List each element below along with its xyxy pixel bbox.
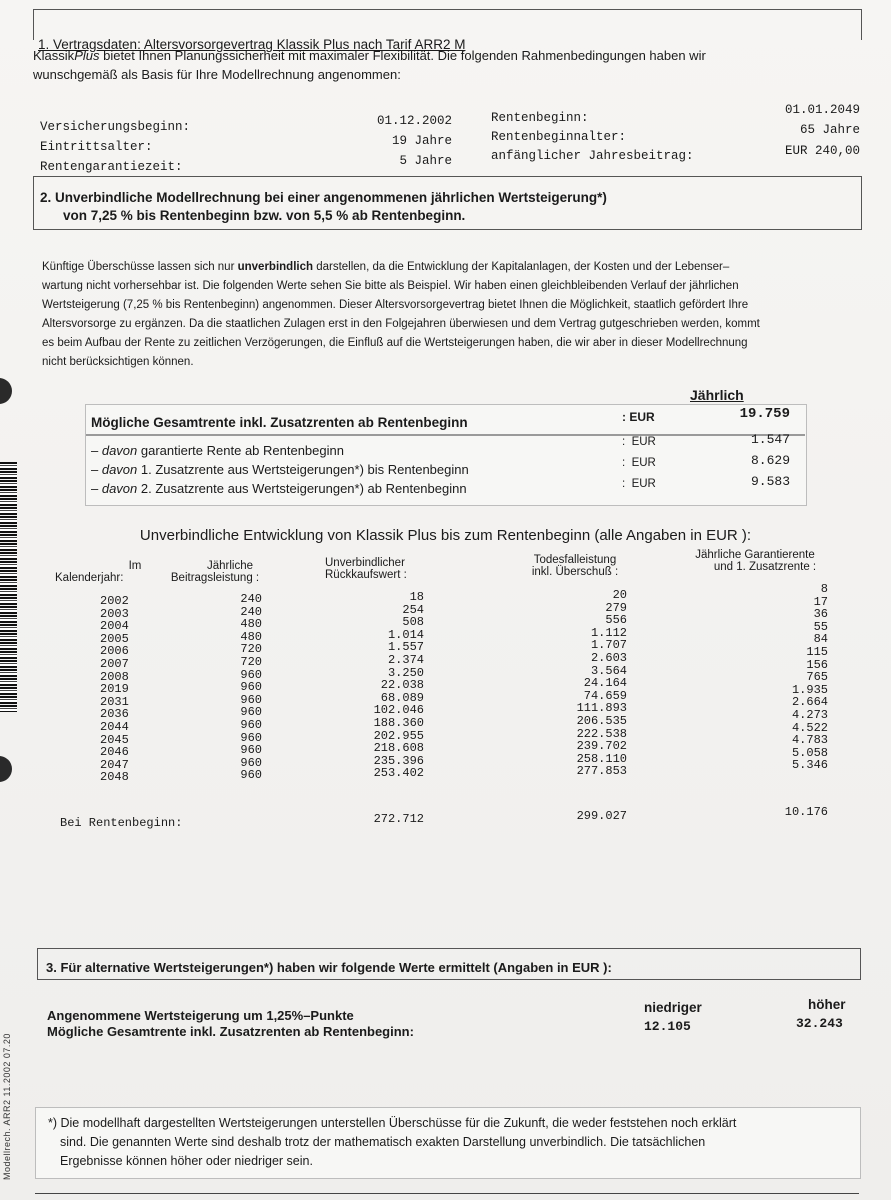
field-value-rentengarantiezeit: 5 Jahre xyxy=(399,154,452,168)
section3-row2-label: Mögliche Gesamtrente inkl. Zusatzrenten ab Rentenbeginn: xyxy=(47,1024,414,1039)
field-value-eintrittsalter: 19 Jahre xyxy=(391,134,452,148)
summary-row-currency: : EUR xyxy=(622,457,656,469)
field-label-rentengarantiezeit: Rentengarantiezeit: xyxy=(40,160,183,174)
development-title: Unverbindliche Entwicklung von Klassik Plus bis zum Rentenbeginn (alle Angaben in EUR ): xyxy=(139,527,752,544)
barcode xyxy=(0,462,17,712)
summary-row-zusatzrente-1: – davon 1. Zusatzrente aus Wertsteigerungen*) bis Rentenbeginn xyxy=(91,462,469,477)
field-label-jahresbeitrag: anfänglicher Jahresbeitrag: xyxy=(491,149,694,163)
section1-header-box xyxy=(33,9,862,40)
column-surrender-values: 18 254 508 1.014 1.557 2.374 3.250 22.038 68.089 102.046 188.360 202.955 218.608 235.396 253.402 xyxy=(373,590,424,781)
column-death-benefits: 20 279 556 1.112 1.707 2.603 3.564 24.164 74.659 111.893 206.535 222.538 239.702 258.110 277.853 xyxy=(576,588,627,779)
summary-row-garantierte-rente: – davon garantierte Rente ab Rentenbeginn xyxy=(91,443,344,458)
col-header-pension: Jährliche Garantierente und 1. Zusatzrente : xyxy=(695,549,817,573)
field-value-jahresbeitrag: EUR 240,00 xyxy=(784,144,860,158)
punch-hole xyxy=(0,756,12,782)
section1-intro: KlassikPlus bietet Ihnen Planungssicherheit mit maximaler Flexibilität. Die folgenden Rahmenbedingungen haben wir xyxy=(33,48,706,63)
summary-header-jaehrlich: Jährlich xyxy=(690,387,744,403)
col-header-surrender: Unverbindlicher Rückkaufswert : xyxy=(325,557,407,581)
margin-side-text: Modellrech. ARR2 11.2002 07.20 xyxy=(2,1033,12,1180)
summary-value-zusatzrente-2: 9.583 xyxy=(750,474,790,489)
section3-higher-label: höher xyxy=(808,997,846,1012)
section2-title-line1: 2. Unverbindliche Modellrechnung bei einer angenommenen jährlichen Wertsteigerung*) xyxy=(40,190,607,205)
summary-row-currency: : EUR xyxy=(622,436,656,448)
at-start-pension: 10.176 xyxy=(784,805,828,819)
section3-lower-label: niedriger xyxy=(644,1000,702,1015)
section3-higher-value: 32.243 xyxy=(796,1016,843,1031)
col-header-contribution: Jährliche Beitragsleistung : xyxy=(170,560,260,584)
summary-total-value: 19.759 xyxy=(739,406,790,422)
column-contributions: 240 240 480 480 720 720 960 960 960 960 960 960 960 960 960 xyxy=(240,592,262,783)
section2-title-line2: von 7,25 % bis Rentenbeginn bzw. von 5,5 % ab Rentenbeginn. xyxy=(63,208,466,223)
summary-divider xyxy=(86,434,805,436)
field-value-versicherungsbeginn: 01.12.2002 xyxy=(376,114,452,128)
section1-intro-line2: wunschgemäß als Basis für Ihre Modellrechnung angenommen: xyxy=(33,67,401,82)
summary-total-currency: : EUR xyxy=(622,410,655,424)
bottom-divider xyxy=(35,1193,859,1194)
summary-row-zusatzrente-2: – davon 2. Zusatzrente aus Wertsteigerungen*) ab Rentenbeginn xyxy=(91,481,467,496)
field-value-rentenbeginn: 01.01.2049 xyxy=(784,103,860,117)
section3-row1-label: Angenommene Wertsteigerung um 1,25%–Punkte xyxy=(47,1008,354,1023)
col-header-year: Im Kalenderjahr: xyxy=(55,560,142,584)
section3-title: 3. Für alternative Wertsteigerungen*) haben wir folgende Werte ermittelt (Angaben in EUR ): xyxy=(46,960,612,975)
field-label-versicherungsbeginn: Versicherungsbeginn: xyxy=(40,120,191,134)
field-value-rentenbeginnalter: 65 Jahre xyxy=(799,123,860,137)
field-label-rentenbeginnalter: Rentenbeginnalter: xyxy=(491,130,627,144)
at-start-surrender: 272.712 xyxy=(373,812,424,826)
at-start-label: Bei Rentenbeginn: xyxy=(60,816,183,830)
summary-value-garantierte-rente: 1.547 xyxy=(750,432,790,447)
column-years: 2002 2003 2004 2005 2006 2007 2008 2019 2031 2036 2044 2045 2046 2047 2048 xyxy=(100,594,129,785)
summary-row-currency: : EUR xyxy=(622,478,656,490)
section2-paragraph: Künftige Überschüsse lassen sich nur unverbindlich darstellen, da die Entwicklung der Kapitalanlagen, der Kosten und der Lebenser– wartung nicht vorhersehbar ist. Die folgenden Werte sehen Sie bitte als Beispiel. Wir haben einen gleichbleibenden Verlauf der jährlichen Wertsteigerung (7,25 % bis Rentenbeginn) angenommen. Dieser Altersvorsorgevertrag bietet Ihnen die Möglichkeit, staatlich gefördert Ihre Altersvorsorge zu ergänzen. Da die staatlichen Zulagen erst in den Folgejahren überwiesen und dem Vertrag gutgeschrieben werden, kommt es beim Aufbau der Rente zu zeitlichen Verzögerungen, die Einfluß auf die Wertsteigerungen haben, die wir aber in dieser Modellrechnung nicht berücksichtigen können. xyxy=(42,261,760,368)
column-pensions: 8 17 36 55 84 115 156 765 1.935 2.664 4.273 4.522 4.783 5.058 5.346 xyxy=(791,582,828,773)
section1-title: 1. Vertragsdaten: Altersvorsorgevertrag Klassik Plus nach Tarif ARR2 M xyxy=(38,37,466,52)
section3-lower-value: 12.105 xyxy=(644,1019,691,1034)
summary-total-label: Mögliche Gesamtrente inkl. Zusatzrenten ab Rentenbeginn xyxy=(91,415,468,430)
col-header-death-benefit: Todesfalleistung inkl. Überschuß : xyxy=(531,554,619,578)
punch-hole xyxy=(0,378,12,404)
summary-value-zusatzrente-1: 8.629 xyxy=(750,453,790,468)
footnote-text: *) Die modellhaft dargestellten Wertsteigerungen unterstellen Überschüsse für die Zukunft, die weder feststehen noch erklärt sind. Die genannten Werte sind deshalb trotz der mathematisch exakten Darstellung unverbindlich. Die tatsächlichen Ergebnisse können höher oder niedriger sein. xyxy=(48,1116,737,1168)
at-start-death: 299.027 xyxy=(576,809,627,823)
field-label-eintrittsalter: Eintrittsalter: xyxy=(40,140,153,154)
field-label-rentenbeginn: Rentenbeginn: xyxy=(491,111,589,125)
